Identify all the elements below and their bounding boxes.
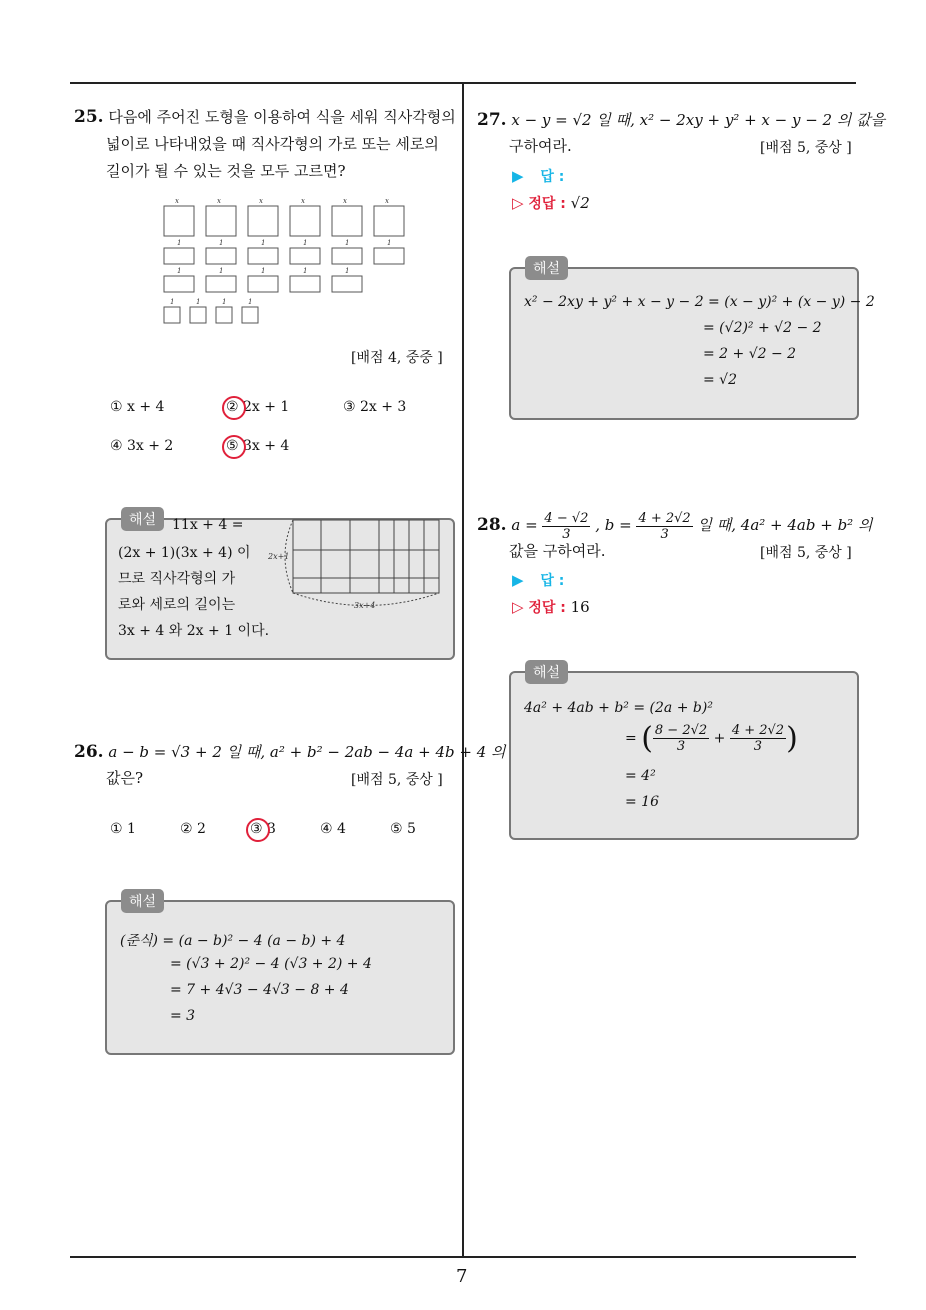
- q27-solution-box: [509, 267, 859, 420]
- q27-correct-row: [512, 193, 590, 213]
- svg-text:1: 1: [170, 298, 175, 306]
- q26-sol-3: = 7 + 4√3 − 4√3 − 8 + 4: [170, 982, 349, 998]
- q25-text-2: 넓이로 나타내었을 때 직사각형의 가로 또는 세로의: [106, 135, 439, 153]
- q28-b-den: 3: [660, 526, 669, 542]
- q26-sol-2: = (√3 + 2)² − 4 (√3 + 2) + 4: [170, 956, 372, 972]
- q26-solution-tag: 해설: [121, 889, 164, 913]
- q27-sol-3: = 2 + √2 − 2: [703, 346, 797, 362]
- q25-sol-1: 11x + 4 =: [172, 517, 244, 533]
- q25-number: 25.: [74, 107, 104, 127]
- q28-sol-frac-2: $\frac{4 + 2√2}{3}$: [731, 723, 785, 754]
- q27-text-2: 구하여라.: [509, 137, 572, 155]
- q28-sol-2: = ( $\frac{8 - 2√2}{3}$ + $\frac{4 + 2√2}{3}$ ): [625, 721, 798, 756]
- q26-sol-4: = 3: [170, 1008, 196, 1024]
- q28-number: 28.: [477, 515, 507, 535]
- q26-number: 26.: [74, 742, 104, 762]
- q26-choice-1[interactable]: ① 1: [110, 821, 136, 837]
- q27-correct-value: √2: [570, 194, 590, 212]
- q28-a-den: 3: [562, 526, 571, 542]
- tile-labels: [170, 197, 391, 306]
- svg-text:1: 1: [261, 239, 266, 247]
- q27-sol-1: x² − 2xy + y² + x − y − 2 = (x − y)² + (x − y) − 2: [524, 294, 875, 310]
- q26-solution-box: [105, 900, 455, 1055]
- q25-sol-5: 3x + 4 와 2x + 1 이다.: [118, 623, 270, 639]
- q26-choice-3[interactable]: ③ 3: [250, 821, 276, 837]
- q28-sol-frac-1: $\frac{8 - 2√2}{3}$: [654, 723, 708, 754]
- q28-b-fraction: [636, 511, 692, 542]
- correct-arrow-icon: ▷: [512, 194, 524, 212]
- svg-text:1: 1: [261, 267, 266, 275]
- svg-text:1: 1: [177, 239, 182, 247]
- svg-text:1: 1: [303, 267, 308, 275]
- q26-line-1: a − b = √3 + 2 일 때, a² + b² − 2ab − 4a + 4b + 4 의: [108, 743, 506, 761]
- page-number: 7: [456, 1266, 468, 1287]
- q26-text-2: 값은?: [106, 769, 144, 787]
- q26-answer-mark-3: [246, 818, 270, 842]
- q25-score: [배점 4, 중중 ]: [351, 350, 443, 366]
- svg-text:2x+1: 2x+1: [268, 552, 290, 561]
- q26-score: [배점 5, 중상 ]: [351, 772, 443, 788]
- q28-sol-1: 4a² + 4ab + b² = (2a + b)²: [524, 700, 713, 716]
- q27-score: [배점 5, 중상 ]: [760, 140, 852, 156]
- q27-sol-4: = √2: [703, 372, 738, 388]
- q25-rectangle-figure: [262, 518, 447, 613]
- svg-text:1: 1: [345, 239, 350, 247]
- q28-sol-4: = 16: [625, 794, 659, 810]
- svg-text:1: 1: [387, 239, 392, 247]
- q26-sol-1: (준식) = (a − b)² − 4 (a − b) + 4: [120, 933, 346, 949]
- q28-text-1: [477, 508, 872, 542]
- q28-line-1-tail: 일 때, 4a² + 4ab + b² 의: [697, 516, 873, 534]
- correct-arrow-icon: ▷: [512, 598, 524, 616]
- q28-score: [배점 5, 중상 ]: [760, 545, 852, 561]
- q28-a-fraction: [542, 511, 590, 542]
- q28-a-eq: a =: [511, 516, 538, 534]
- svg-text:x: x: [175, 197, 179, 205]
- q25-tile-figure: [150, 192, 415, 327]
- svg-text:x: x: [343, 197, 347, 205]
- q28-b-eq: , b =: [595, 516, 632, 534]
- q27-solution-tag: 해설: [525, 256, 568, 280]
- q25-choice-4[interactable]: ④ 3x + 2: [110, 438, 174, 454]
- q28-correct-row: [512, 597, 590, 617]
- q28-sol-3: = 4²: [625, 768, 656, 784]
- svg-text:1: 1: [345, 267, 350, 275]
- q28-solution-tag: 해설: [525, 660, 568, 684]
- q25-text-3: 길이가 될 수 있는 것을 모두 고르면?: [106, 162, 346, 180]
- q26-text-1: [74, 742, 506, 762]
- svg-text:1: 1: [222, 298, 227, 306]
- svg-text:x: x: [385, 197, 389, 205]
- q25-sol-3: 므로 직사각형의 가: [118, 571, 236, 587]
- q27-sol-2: = (√2)² + √2 − 2: [703, 320, 822, 336]
- svg-text:3x+4: 3x+4: [354, 601, 376, 610]
- answer-arrow-icon: ▶: [512, 167, 524, 185]
- q28-correct-value: 16: [570, 598, 590, 616]
- q27-text-1: [477, 110, 885, 130]
- column-divider: [462, 84, 464, 1256]
- q26-choice-2[interactable]: ② 2: [180, 821, 206, 837]
- answer-arrow-icon: ▶: [512, 571, 524, 589]
- q25-choice-5[interactable]: ⑤ 3x + 4: [226, 438, 290, 454]
- svg-text:x: x: [217, 197, 221, 205]
- q28-a-num: 4 − √2: [544, 510, 589, 526]
- bottom-rule: [70, 1256, 856, 1258]
- q26-choice-4[interactable]: ④ 4: [320, 821, 346, 837]
- svg-text:1: 1: [177, 267, 182, 275]
- q25-line-1: 다음에 주어진 도형을 이용하여 식을 세워 직사각형의: [108, 108, 456, 126]
- q27-correct-label: 정답 :: [528, 196, 566, 212]
- svg-text:1: 1: [219, 239, 224, 247]
- q25-answer-mark-5: [222, 435, 246, 459]
- q27-line-1: x − y = √2 일 때, x² − 2xy + y² + x − y − 2 의 값을: [511, 111, 886, 129]
- q28-correct-label: 정답 :: [528, 600, 566, 616]
- q25-solution-tag: 해설: [121, 507, 164, 531]
- q27-answer-label: 답 :: [540, 169, 565, 185]
- q28-answer-label: 답 :: [540, 573, 565, 589]
- svg-text:1: 1: [219, 267, 224, 275]
- svg-text:1: 1: [196, 298, 201, 306]
- q25-sol-4: 로와 세로의 길이는: [118, 597, 236, 613]
- svg-text:1: 1: [248, 298, 253, 306]
- q28-b-num: 4 + 2√2: [638, 510, 691, 526]
- svg-text:x: x: [301, 197, 305, 205]
- q28-text-2: 값을 구하여라.: [509, 542, 606, 560]
- q25-choice-3[interactable]: ③ 2x + 3: [343, 399, 407, 415]
- q25-text-1: [74, 107, 456, 127]
- svg-text:x: x: [259, 197, 263, 205]
- q25-choice-1[interactable]: ① x + 4: [110, 399, 165, 415]
- q27-answer-row: [512, 166, 564, 186]
- q27-number: 27.: [477, 110, 507, 130]
- q26-choice-5[interactable]: ⑤ 5: [390, 821, 416, 837]
- q28-answer-row: [512, 570, 564, 590]
- q25-sol-2: (2x + 1)(3x + 4) 이: [118, 545, 251, 561]
- q25-choice-2[interactable]: ② 2x + 1: [226, 399, 290, 415]
- svg-text:1: 1: [303, 239, 308, 247]
- q25-answer-mark-2: [222, 396, 246, 420]
